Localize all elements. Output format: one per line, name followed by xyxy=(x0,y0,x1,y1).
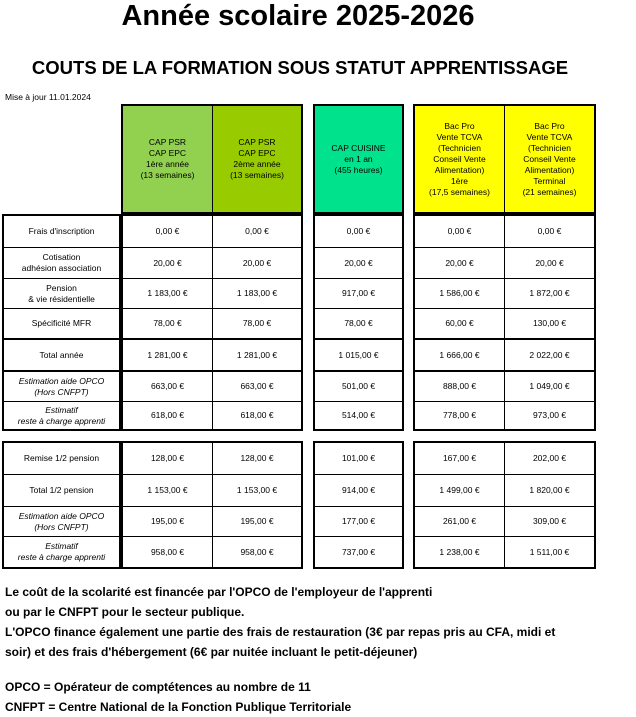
value-cell: 1 872,00 € xyxy=(505,279,594,309)
value-cell: 128,00 € xyxy=(123,443,212,475)
value-cell: 958,00 € xyxy=(150,546,185,557)
header-bac-pro-1-label: Bac Pro Vente TCVA (Technicien Conseil Vente Alimentation) 1ère (17,5 semaines) xyxy=(429,120,490,197)
value-cell: 618,00 € xyxy=(240,410,274,420)
value-cell: 663,00 € xyxy=(213,372,301,402)
update-note: Mise à jour 11.01.2024 xyxy=(5,92,91,102)
value-cell: 914,00 € xyxy=(315,475,402,507)
value-cell: 0,00 € xyxy=(315,216,402,248)
value-cell: 1 281,00 € xyxy=(123,340,212,372)
page-title: Année scolaire 2025-2026 xyxy=(121,0,475,32)
value-cell: 0,00 € xyxy=(123,216,212,248)
value-cell: 101,00 € xyxy=(315,443,402,475)
value-cell: 1 499,00 € xyxy=(415,475,504,507)
table1-cap-cuisine xyxy=(313,214,404,431)
table2-cap-cuisine xyxy=(313,441,404,569)
value-cell: 202,00 € xyxy=(505,443,594,475)
value-cell: 261,00 € xyxy=(415,507,504,537)
header-bac-pro-1 xyxy=(415,106,505,212)
table2-labels xyxy=(2,441,121,569)
note-line: ou par le CNFPT pour le secteur publique. xyxy=(5,605,245,619)
value-cell: 0,00 € xyxy=(505,216,594,248)
value-cell: 78,00 € xyxy=(213,309,301,340)
value-cell: 130,00 € xyxy=(505,309,594,340)
table1-bac-pro xyxy=(413,214,596,431)
value-cell: 1 666,00 € xyxy=(415,340,504,372)
definition-opco: OPCO = Opérateur de comptétences au nombre de 11 xyxy=(5,680,311,694)
header-cap-psr-1 xyxy=(123,106,213,212)
value-cell: 514,00 € xyxy=(341,410,376,420)
value-cell: 167,00 € xyxy=(415,443,504,475)
note-line: L'OPCO finance également une partie des frais de restauration (3€ par repas pris au CFA, midi et xyxy=(5,625,556,639)
header-group-bac-pro xyxy=(413,104,596,214)
value-cell: 177,00 € xyxy=(315,507,402,537)
row-label-estimation-opco: Estimation aide OPCO (Hors CNFPT) xyxy=(4,372,119,402)
value-cell: 1 049,00 € xyxy=(505,372,594,402)
row-label-remise-demi-pension: Remise 1/2 pension xyxy=(4,443,119,475)
value-cell: 1 153,00 € xyxy=(123,475,212,507)
value-cell: 737,00 € xyxy=(341,546,376,557)
value-cell: 958,00 € xyxy=(240,546,274,557)
value-cell: 663,00 € xyxy=(123,372,212,402)
row-label-estimatif-reste: Estimatif reste à charge apprenti xyxy=(17,404,106,426)
value-cell: 1 820,00 € xyxy=(505,475,594,507)
row-label-total-demi-pension: Total 1/2 pension xyxy=(4,475,119,507)
value-cell: 2 022,00 € xyxy=(505,340,594,372)
header-cap-psr-1-label: CAP PSR CAP EPC 1ère année (13 semaines) xyxy=(140,137,195,180)
notes-definitions xyxy=(5,677,351,717)
row-label-cotisation: Cotisation adhésion association xyxy=(4,248,119,279)
header-group-cap-psr xyxy=(121,104,303,214)
notes-paragraph xyxy=(5,582,555,662)
row-label-estimation-opco-2: Estimation aide OPCO (Hors CNFPT) xyxy=(4,507,119,537)
value-cell: 917,00 € xyxy=(315,279,402,309)
value-cell: 888,00 € xyxy=(415,372,504,402)
value-cell: 195,00 € xyxy=(213,507,301,537)
header-cap-psr-2-label: CAP PSR CAP EPC 2ème année (13 semaines) xyxy=(230,137,284,180)
value-cell: 195,00 € xyxy=(123,507,212,537)
value-cell: 1 586,00 € xyxy=(415,279,504,309)
table1-cap-psr xyxy=(121,214,303,431)
definition-cnfpt: CNFPT = Centre National de la Fonction Publique Territoriale xyxy=(5,700,352,714)
header-cap-cuisine-label: CAP CUISINE en 1 an (455 heures) xyxy=(331,142,386,175)
value-cell: 0,00 € xyxy=(415,216,504,248)
value-cell: 778,00 € xyxy=(442,410,477,420)
value-cell: 501,00 € xyxy=(315,372,402,402)
header-cap-psr-2 xyxy=(213,106,301,212)
value-cell: 20,00 € xyxy=(213,248,301,279)
table2-cap-psr xyxy=(121,441,303,569)
value-cell: 618,00 € xyxy=(150,410,185,420)
value-cell: 78,00 € xyxy=(315,309,402,340)
value-cell: 20,00 € xyxy=(415,248,504,279)
header-bac-pro-2 xyxy=(505,106,594,212)
row-label-total-annee: Total année xyxy=(4,340,119,372)
table1-labels xyxy=(2,214,121,431)
note-line: Le coût de la scolarité est financée par l'OPCO de l'employeur de l'apprenti xyxy=(5,585,433,599)
value-cell: 0,00 € xyxy=(213,216,301,248)
value-cell: 20,00 € xyxy=(123,248,212,279)
value-cell: 78,00 € xyxy=(123,309,212,340)
value-cell: 1 511,00 € xyxy=(529,546,570,557)
row-label-specificite-mfr: Spécificité MFR xyxy=(4,309,119,340)
header-cap-cuisine xyxy=(315,106,402,212)
header-bac-pro-2-label: Bac Pro Vente TCVA (Technicien Conseil Vente Alimentation) Terminal (21 semaines) xyxy=(522,120,577,197)
value-cell: 1 183,00 € xyxy=(213,279,301,309)
row-label-frais-inscription: Frais d'inscription xyxy=(4,216,119,248)
page-subtitle: COUTS DE LA FORMATION SOUS STATUT APPRENTISSAGE xyxy=(31,57,569,78)
value-cell: 1 238,00 € xyxy=(439,546,480,557)
value-cell: 1 015,00 € xyxy=(315,340,402,372)
value-cell: 1 281,00 € xyxy=(213,340,301,372)
header-group-cap-cuisine xyxy=(313,104,404,214)
value-cell: 1 153,00 € xyxy=(213,475,301,507)
value-cell: 309,00 € xyxy=(505,507,594,537)
value-cell: 60,00 € xyxy=(415,309,504,340)
value-cell: 20,00 € xyxy=(315,248,402,279)
value-cell: 1 183,00 € xyxy=(123,279,212,309)
row-label-estimatif-reste-2: Estimatif reste à charge apprenti xyxy=(17,541,106,562)
value-cell: 20,00 € xyxy=(505,248,594,279)
row-label-pension: Pension & vie résidentielle xyxy=(4,279,119,309)
value-cell: 973,00 € xyxy=(532,410,567,420)
table2-bac-pro xyxy=(413,441,596,569)
value-cell: 128,00 € xyxy=(213,443,301,475)
note-line: soir) et des frais d'hébergement (6€ par nuitée incluant le petit-déjeuner) xyxy=(5,645,418,659)
